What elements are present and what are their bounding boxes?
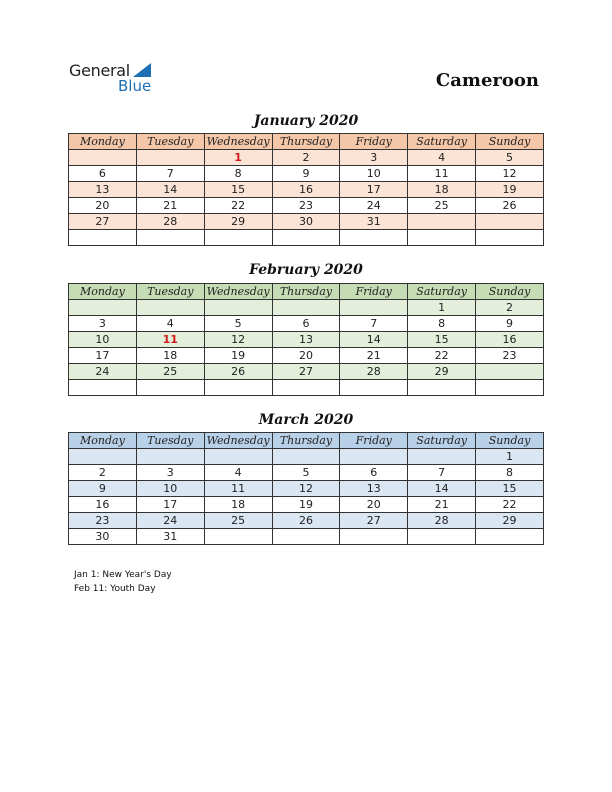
week-row [69,230,544,246]
day-cell: 27 [69,214,137,230]
day-cell: 15 [476,481,544,497]
day-cell [408,529,476,545]
generalblue-logo [69,61,159,97]
day-header-row [69,433,544,449]
day-cell: 23 [69,513,137,529]
day-cell: 28 [408,513,476,529]
day-cell [408,214,476,230]
day-cell: 19 [204,348,272,364]
day-cell: 22 [204,198,272,214]
day-header: Thursday [272,284,340,300]
day-header: Friday [340,134,408,150]
day-cell: 17 [69,348,137,364]
day-cell [476,214,544,230]
day-cell: 17 [340,182,408,198]
day-cell [408,230,476,246]
day-cell [204,449,272,465]
day-cell [69,230,137,246]
week-row [69,529,544,545]
day-cell: 15 [408,332,476,348]
day-cell: 28 [136,214,204,230]
day-cell: 24 [340,198,408,214]
day-cell: 4 [408,150,476,166]
day-header: Tuesday [136,284,204,300]
day-cell: 9 [272,166,340,182]
day-cell: 14 [136,182,204,198]
day-cell: 24 [69,364,137,380]
day-cell: 31 [340,214,408,230]
day-cell [272,230,340,246]
day-cell: 25 [408,198,476,214]
day-cell: 25 [136,364,204,380]
day-cell [204,230,272,246]
day-cell [340,449,408,465]
day-cell: 22 [408,348,476,364]
day-cell: 29 [476,513,544,529]
day-cell [408,449,476,465]
day-cell: 4 [204,465,272,481]
day-cell: 16 [476,332,544,348]
holiday-item: Feb 11: Youth Day [74,584,156,594]
day-header: Thursday [272,433,340,449]
day-cell [272,300,340,316]
day-cell: 5 [204,316,272,332]
day-cell [69,300,137,316]
month-title: February 2020 [249,262,363,278]
day-header: Monday [69,284,137,300]
month-calendar-table [68,133,544,246]
week-row [69,465,544,481]
day-cell: 12 [272,481,340,497]
day-header: Saturday [408,433,476,449]
day-header: Wednesday [204,134,272,150]
day-header: Sunday [476,134,544,150]
day-cell: 7 [340,316,408,332]
day-cell: 21 [408,497,476,513]
day-cell: 5 [272,465,340,481]
day-cell: 15 [204,182,272,198]
day-cell: 8 [476,465,544,481]
day-cell [272,380,340,396]
day-cell: 13 [272,332,340,348]
logo-text-blue: Blue [118,77,152,95]
day-cell: 11 [136,332,204,348]
week-row [69,150,544,166]
month-calendar-table [68,432,544,545]
day-cell [136,300,204,316]
day-cell [476,380,544,396]
week-row [69,166,544,182]
day-cell: 6 [69,166,137,182]
day-cell: 13 [69,182,137,198]
month-title: January 2020 [253,113,359,129]
day-cell: 16 [69,497,137,513]
day-cell: 2 [476,300,544,316]
day-cell: 25 [204,513,272,529]
day-cell: 14 [340,332,408,348]
day-cell: 4 [136,316,204,332]
week-row [69,497,544,513]
day-cell: 18 [136,348,204,364]
week-row [69,182,544,198]
day-cell [136,150,204,166]
day-header: Wednesday [204,284,272,300]
day-cell [69,380,137,396]
month-calendar-table [68,283,544,396]
day-cell: 12 [476,166,544,182]
day-cell: 14 [408,481,476,497]
day-header: Tuesday [136,433,204,449]
day-cell: 29 [204,214,272,230]
day-cell [69,150,137,166]
day-cell: 20 [272,348,340,364]
week-row [69,513,544,529]
holiday-list [74,568,172,596]
day-header: Tuesday [136,134,204,150]
day-cell [204,380,272,396]
day-cell: 7 [136,166,204,182]
day-header-row [69,284,544,300]
day-cell: 24 [136,513,204,529]
day-cell: 26 [204,364,272,380]
day-cell: 21 [136,198,204,214]
day-header-row [69,134,544,150]
day-header: Saturday [408,284,476,300]
day-header: Monday [69,134,137,150]
day-cell: 2 [69,465,137,481]
day-cell: 20 [340,497,408,513]
logo-triangle-icon [133,63,151,77]
day-cell: 13 [340,481,408,497]
day-cell [136,230,204,246]
day-header: Sunday [476,433,544,449]
day-cell [476,230,544,246]
week-row [69,300,544,316]
week-row [69,198,544,214]
day-cell [340,529,408,545]
day-cell: 31 [136,529,204,545]
day-cell: 27 [272,364,340,380]
week-row [69,364,544,380]
day-cell: 18 [204,497,272,513]
week-row [69,214,544,230]
day-cell: 12 [204,332,272,348]
day-cell: 21 [340,348,408,364]
day-cell: 7 [408,465,476,481]
day-header: Wednesday [204,433,272,449]
day-cell [340,230,408,246]
day-cell: 19 [476,182,544,198]
day-cell: 1 [476,449,544,465]
day-cell: 22 [476,497,544,513]
day-cell: 18 [408,182,476,198]
day-cell: 29 [408,364,476,380]
day-cell: 9 [69,481,137,497]
day-cell: 11 [204,481,272,497]
week-row [69,380,544,396]
day-cell [136,380,204,396]
day-cell: 10 [69,332,137,348]
day-cell: 8 [204,166,272,182]
day-header: Friday [340,284,408,300]
day-cell: 3 [136,465,204,481]
day-cell [340,380,408,396]
week-row [69,316,544,332]
day-cell: 30 [69,529,137,545]
day-cell: 2 [272,150,340,166]
day-cell [204,529,272,545]
day-cell: 3 [69,316,137,332]
week-row [69,449,544,465]
day-cell: 6 [272,316,340,332]
day-cell [69,449,137,465]
day-cell: 3 [340,150,408,166]
logo-text-general: General [69,61,130,80]
day-cell [272,529,340,545]
day-cell: 8 [408,316,476,332]
day-cell: 26 [476,198,544,214]
month-title: March 2020 [258,412,354,428]
day-cell: 10 [340,166,408,182]
day-cell [340,300,408,316]
day-cell: 1 [408,300,476,316]
day-cell: 9 [476,316,544,332]
holiday-item: Jan 1: New Year's Day [74,570,172,580]
day-cell: 10 [136,481,204,497]
day-cell: 23 [272,198,340,214]
day-cell: 11 [408,166,476,182]
day-cell: 16 [272,182,340,198]
week-row [69,348,544,364]
day-cell: 20 [69,198,137,214]
day-cell [204,300,272,316]
day-cell: 1 [204,150,272,166]
day-header: Sunday [476,284,544,300]
day-header: Thursday [272,134,340,150]
week-row [69,332,544,348]
day-cell [476,364,544,380]
day-cell: 30 [272,214,340,230]
week-row [69,481,544,497]
day-cell: 26 [272,513,340,529]
day-cell [476,529,544,545]
day-header: Friday [340,433,408,449]
day-cell: 5 [476,150,544,166]
day-header: Monday [69,433,137,449]
day-cell: 27 [340,513,408,529]
day-header: Saturday [408,134,476,150]
country-title: Cameroon [435,70,539,91]
day-cell: 17 [136,497,204,513]
day-cell [136,449,204,465]
day-cell [408,380,476,396]
day-cell: 6 [340,465,408,481]
day-cell: 23 [476,348,544,364]
day-cell [272,449,340,465]
day-cell: 19 [272,497,340,513]
day-cell: 28 [340,364,408,380]
